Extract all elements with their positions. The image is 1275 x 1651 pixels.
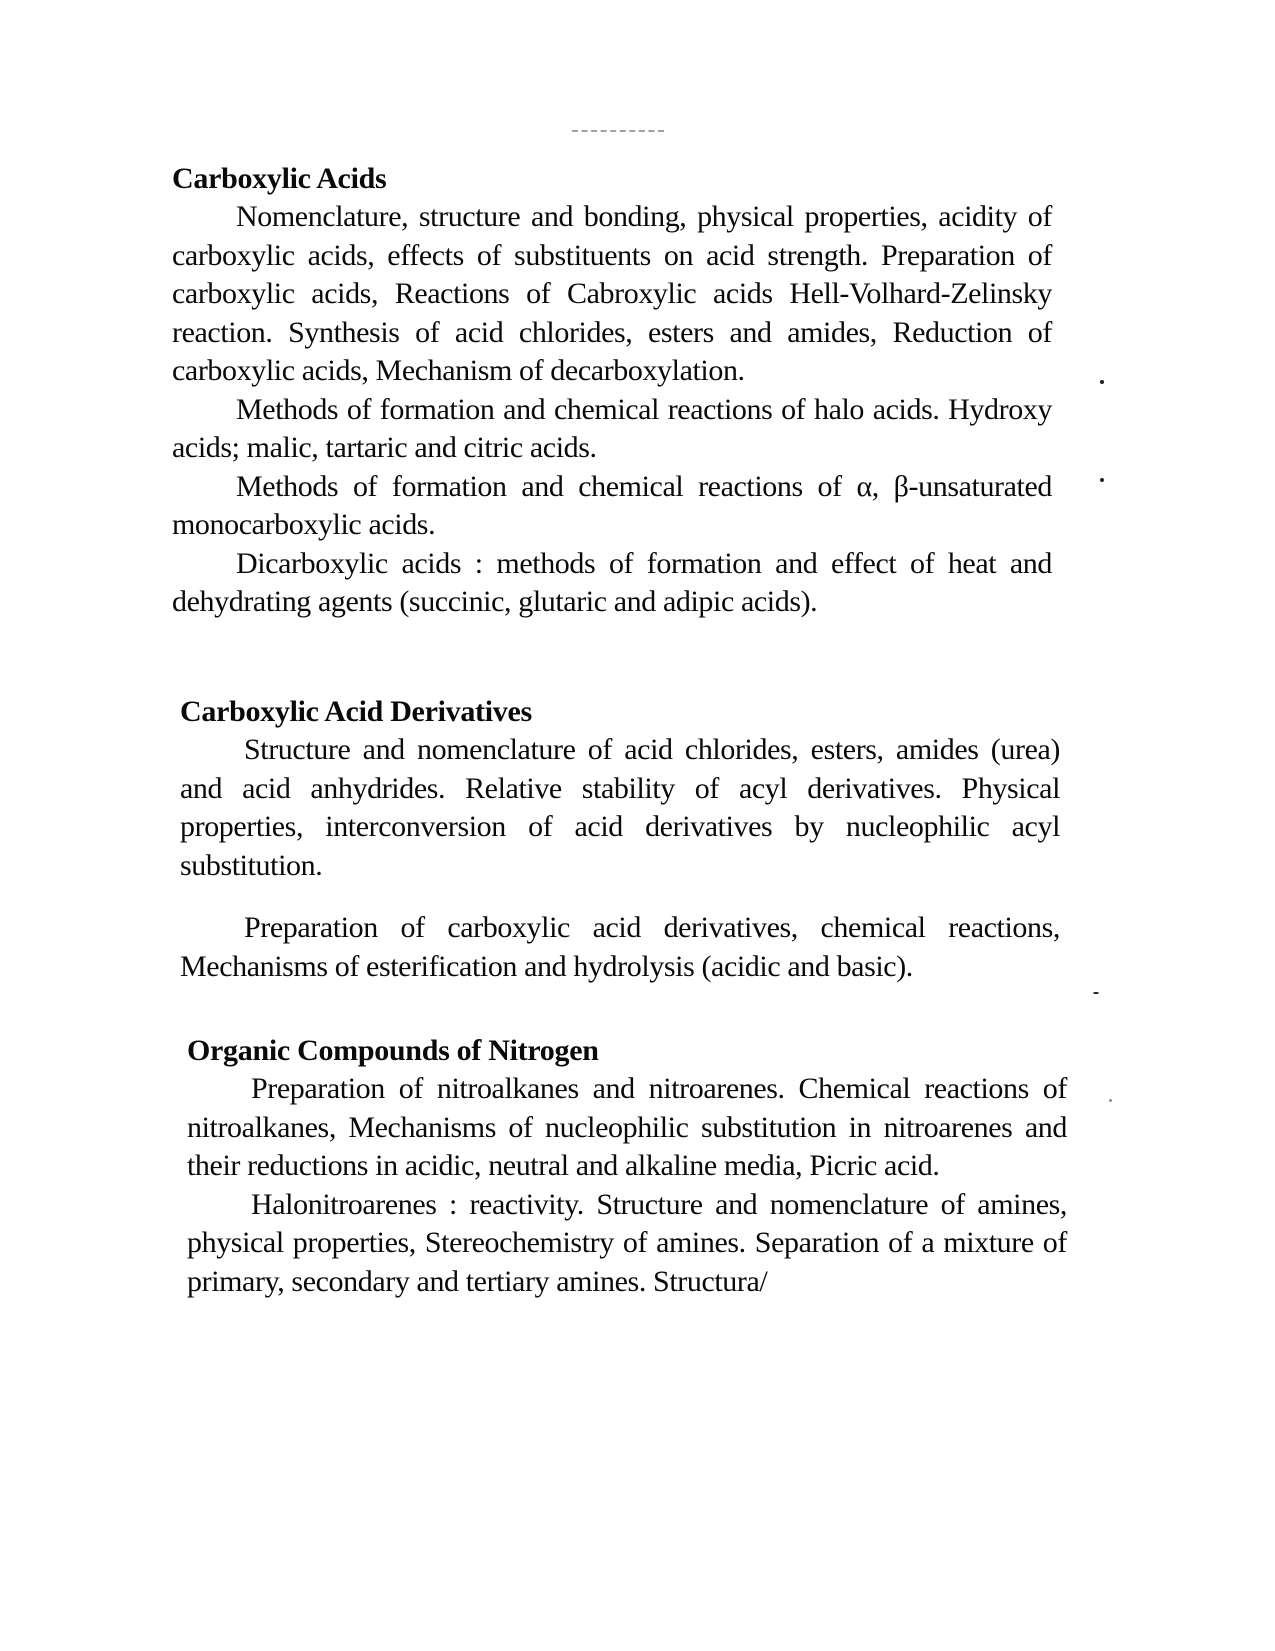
- paragraph: Nomenclature, structure and bonding, physical properties, acidity of carboxylic acids, effects of substituents on acid strength. Preparation of carboxylic acids, Reactions of Cabroxylic acids Hell-Volhard-Zelinsky reaction. Synthesis of acid chlorides, esters and amides, Reduction of carboxylic acids, Mechanism of decarboxylation.: [172, 200, 1052, 387]
- scan-speck: [1093, 992, 1099, 994]
- paragraph: Preparation of nitroalkanes and nitroarenes. Chemical reactions of nitroalkanes, Mechanisms of nucleophilic substitution in nitroarenes and their reductions in acidic, neutral and alkaline media, Picric acid.: [187, 1072, 1067, 1182]
- section-heading: Organic Compounds of Nitrogen: [187, 1034, 599, 1067]
- paragraph: Dicarboxylic acids : methods of formation and effect of heat and dehydrating agents (succinic, glutaric and adipic acids).: [172, 546, 1052, 618]
- paragraph: Methods of formation and chemical reactions of α, β-unsaturated monocarboxylic acids.: [172, 469, 1052, 541]
- scan-speck: [1100, 380, 1104, 384]
- paragraph: Halonitroarenes : reactivity. Structure and nomenclature of amines, physical properties, Stereochemistry of amines. Separation of a mixture of primary, secondary and tertiary amines. Structura/: [187, 1187, 1067, 1298]
- section-carboxylic-acids: [172, 160, 1052, 622]
- section-heading: Carboxylic Acid Derivatives: [180, 695, 532, 728]
- scan-speck: [1109, 1099, 1112, 1102]
- section-organic-compounds-of-nitrogen: [187, 1032, 1067, 1301]
- paragraph: Methods of formation and chemical reactions of halo acids. Hydroxy acids; malic, tartaric and citric acids.: [172, 392, 1052, 464]
- paragraph: Preparation of carboxylic acid derivatives, chemical reactions, Mechanisms of esterification and hydrolysis (acidic and basic).: [180, 911, 1060, 983]
- section-heading: Carboxylic Acids: [172, 162, 387, 195]
- section-carboxylic-acid-derivatives: [180, 693, 1060, 986]
- page-number-mark: [572, 130, 664, 142]
- scan-speck: [1100, 478, 1104, 482]
- paragraph: Structure and nomenclature of acid chlorides, esters, amides (urea) and acid anhydrides. Relative stability of acyl derivatives. Physical properties, interconversion of acid derivatives by nucleophilic acyl substitution.: [180, 733, 1060, 882]
